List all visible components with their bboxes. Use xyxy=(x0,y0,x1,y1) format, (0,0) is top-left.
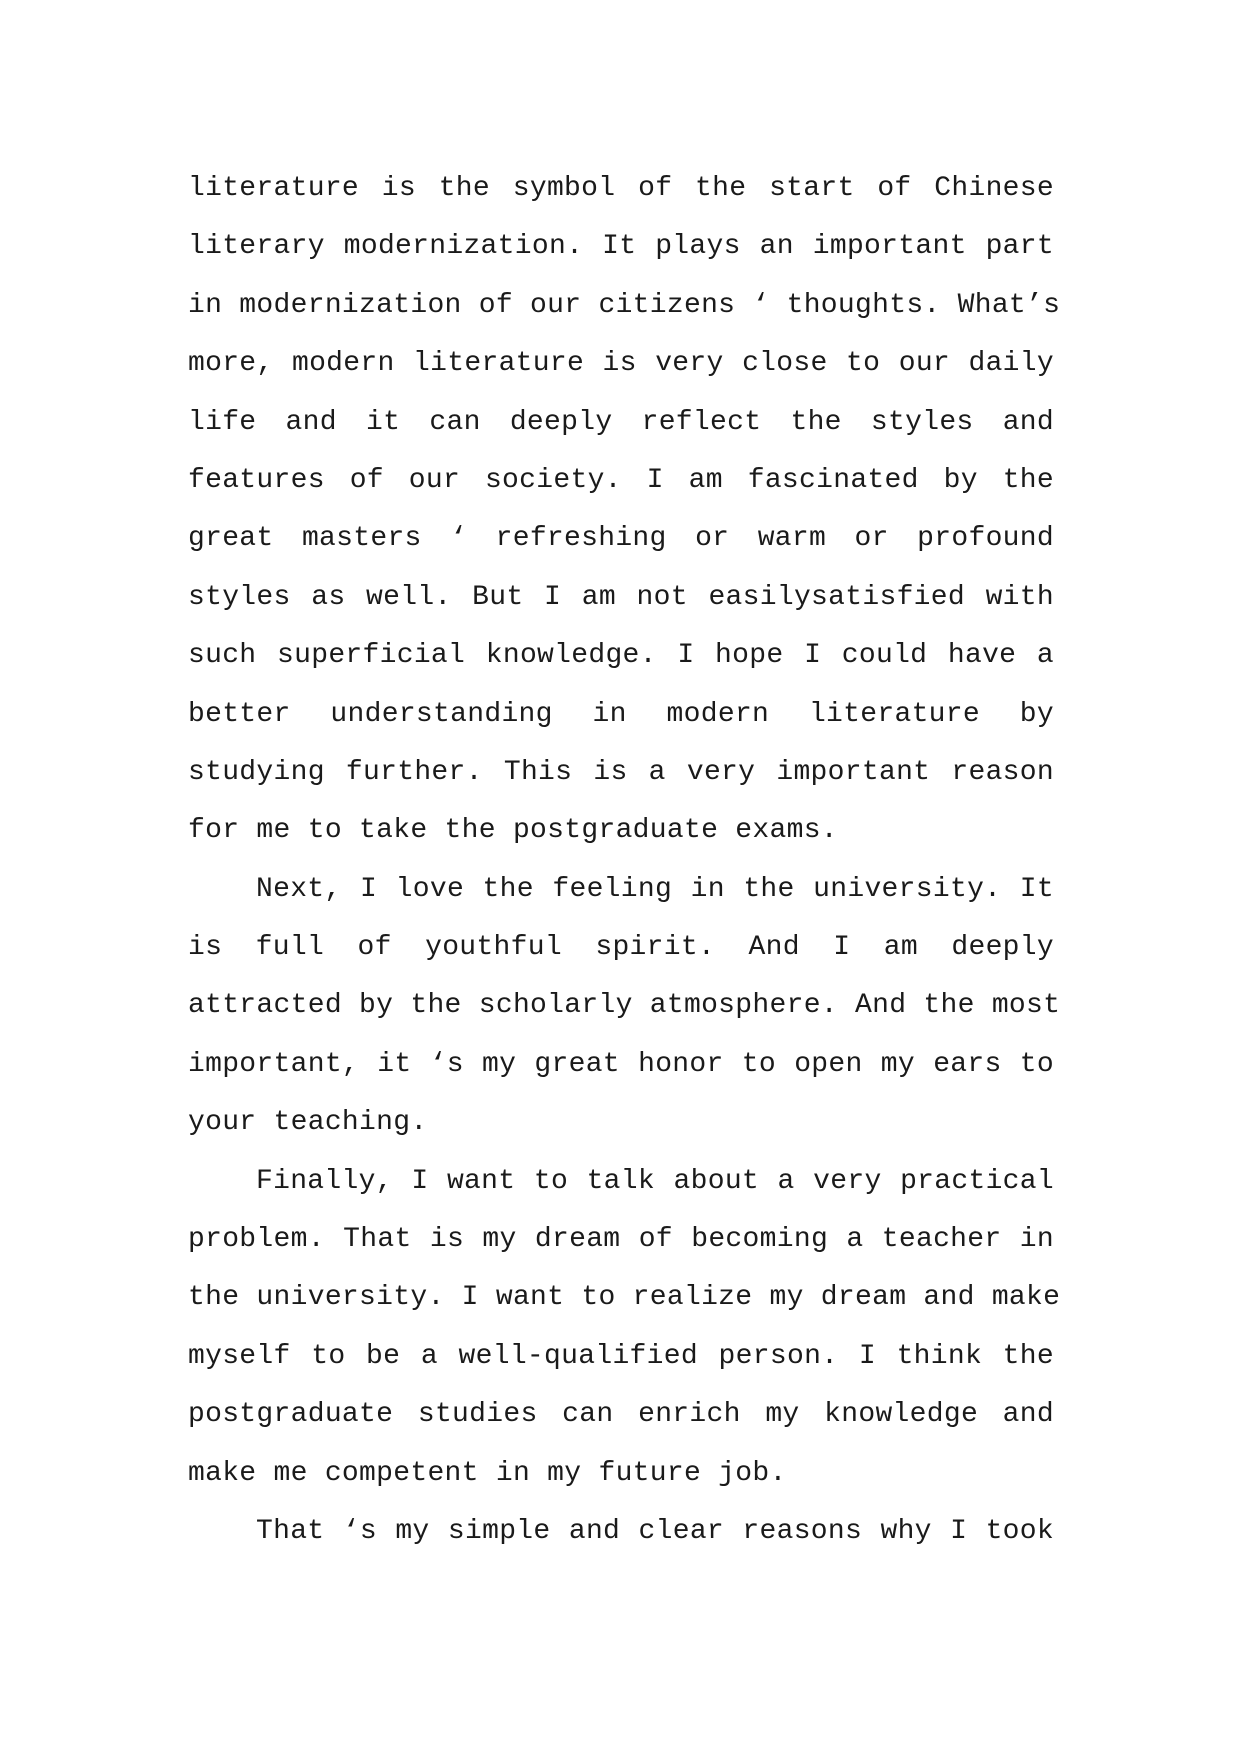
text-line: Finally, I want to talk about a very practical xyxy=(256,1165,1054,1197)
text-line: great masters ‘ refreshing or warm or profound xyxy=(188,523,1054,555)
paragraph-university xyxy=(188,861,1061,1153)
text-line: myself to be a well-qualified person. I think the xyxy=(188,1340,1054,1372)
text-line: literature is the symbol of the start of Chinese xyxy=(188,173,1054,204)
text-line: the university. I want to realize my dream and make xyxy=(188,1282,1061,1314)
text-line: attracted by the scholarly atmosphere. And the most xyxy=(188,990,1061,1022)
text-line: studying further. This is a very important reason xyxy=(188,756,1054,788)
text-line: is full of youthful spirit. And I am deeply xyxy=(188,932,1054,964)
text-line: in modernization of our citizens ‘ thoughts. What’s xyxy=(188,289,1061,321)
paragraph-conclusion xyxy=(188,1503,1054,1561)
text-line: for me to take the postgraduate exams. xyxy=(188,815,838,847)
text-line: such superficial knowledge. I hope I could have a xyxy=(188,640,1054,672)
text-line: styles as well. But I am not easilysatisfied with xyxy=(188,581,1054,613)
text-line: life and it can deeply reflect the styles and xyxy=(188,406,1054,438)
text-line: literary modernization. It plays an important part xyxy=(188,231,1054,263)
text-line: better understanding in modern literature by xyxy=(188,698,1054,730)
text-line: important, it ‘s my great honor to open my ears to xyxy=(188,1048,1054,1080)
text-line: features of our society. I am fascinated by the xyxy=(188,464,1054,496)
body-text xyxy=(188,160,1061,1561)
paragraph-literature xyxy=(188,160,1061,861)
paragraph-practical-problem xyxy=(188,1153,1061,1503)
text-line: more, modern literature is very close to our daily xyxy=(188,348,1054,380)
text-line: your teaching. xyxy=(188,1107,428,1139)
text-line: That ‘s my simple and clear reasons why I took xyxy=(256,1515,1054,1547)
text-line: problem. That is my dream of becoming a teacher in xyxy=(188,1224,1054,1256)
text-line: make me competent in my future job. xyxy=(188,1457,787,1489)
text-line: postgraduate studies can enrich my knowledge and xyxy=(188,1399,1054,1431)
text-line: Next, I love the feeling in the university. It xyxy=(256,873,1054,905)
